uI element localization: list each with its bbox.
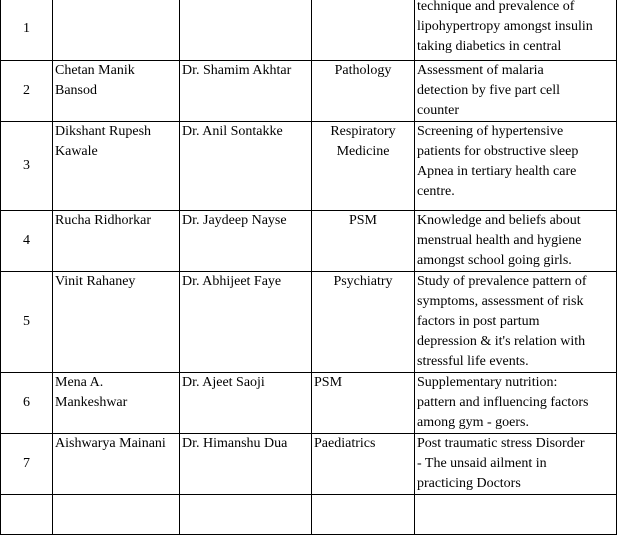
department-cell: PSM: [312, 211, 415, 272]
student-name-cell: Dikshant Rupesh Kawale: [53, 122, 180, 211]
department-cell: Psychiatry: [312, 272, 415, 373]
guide-name-cell: [180, 495, 312, 535]
student-name-cell: Rucha Ridhorkar: [53, 211, 180, 272]
serial-number-cell: 7: [1, 434, 53, 495]
serial-number-cell: 6: [1, 373, 53, 434]
serial-number-cell: 1: [1, 0, 53, 61]
table-row: [1, 122, 617, 211]
table-row: [1, 0, 617, 61]
guide-name-cell: Dr. Himanshu Dua: [180, 434, 312, 495]
student-name-cell: Aishwarya Mainani: [53, 434, 180, 495]
serial-number-cell: 3: [1, 122, 53, 211]
student-name-cell: Mena A. Mankeshwar: [53, 373, 180, 434]
department-cell: [312, 0, 415, 61]
guide-name-cell: [180, 0, 312, 61]
table-row: [1, 61, 617, 122]
project-title-cell: Assessment of malaria detection by five part cell counter: [415, 61, 617, 122]
guide-name-cell: Dr. Jaydeep Nayse: [180, 211, 312, 272]
serial-number-cell: [1, 495, 53, 535]
serial-number-cell: 4: [1, 211, 53, 272]
table-row: [1, 373, 617, 434]
student-name-cell: Chetan Manik Bansod: [53, 61, 180, 122]
guide-name-cell: Dr. Shamim Akhtar: [180, 61, 312, 122]
project-title-cell: Screening of hypertensive patients for obstructive sleep Apnea in tertiary health care centre.: [415, 122, 617, 211]
department-cell: PSM: [312, 373, 415, 434]
guide-name-cell: Dr. Abhijeet Faye: [180, 272, 312, 373]
department-cell: [312, 495, 415, 535]
serial-number-cell: 5: [1, 272, 53, 373]
department-cell: Respiratory Medicine: [312, 122, 415, 211]
student-name-cell: [53, 495, 180, 535]
department-cell: Pathology: [312, 61, 415, 122]
project-title-cell: Post traumatic stress Disorder - The unsaid ailment in practicing Doctors: [415, 434, 617, 495]
table-row: [1, 272, 617, 373]
guide-name-cell: Dr. Ajeet Saoji: [180, 373, 312, 434]
department-cell: Paediatrics: [312, 434, 415, 495]
student-name-cell: [53, 0, 180, 61]
project-title-cell: Supplementary nutrition: pattern and influencing factors among gym - goers.: [415, 373, 617, 434]
table-body: [1, 0, 617, 535]
table-row: [1, 211, 617, 272]
serial-number-cell: 2: [1, 61, 53, 122]
project-title-cell: Knowledge and beliefs about menstrual health and hygiene amongst school going girls.: [415, 211, 617, 272]
student-name-cell: Vinit Rahaney: [53, 272, 180, 373]
table-row: [1, 495, 617, 535]
project-title-cell: [415, 495, 617, 535]
guide-name-cell: Dr. Anil Sontakke: [180, 122, 312, 211]
table-row: [1, 434, 617, 495]
project-title-cell: Study of prevalence pattern of symptoms, assessment of risk factors in post partum depression & it's relation with stressful life events.: [415, 272, 617, 373]
project-title-cell: technique and prevalence of lipohypertropy amongst insulin taking diabetics in central: [415, 0, 617, 61]
